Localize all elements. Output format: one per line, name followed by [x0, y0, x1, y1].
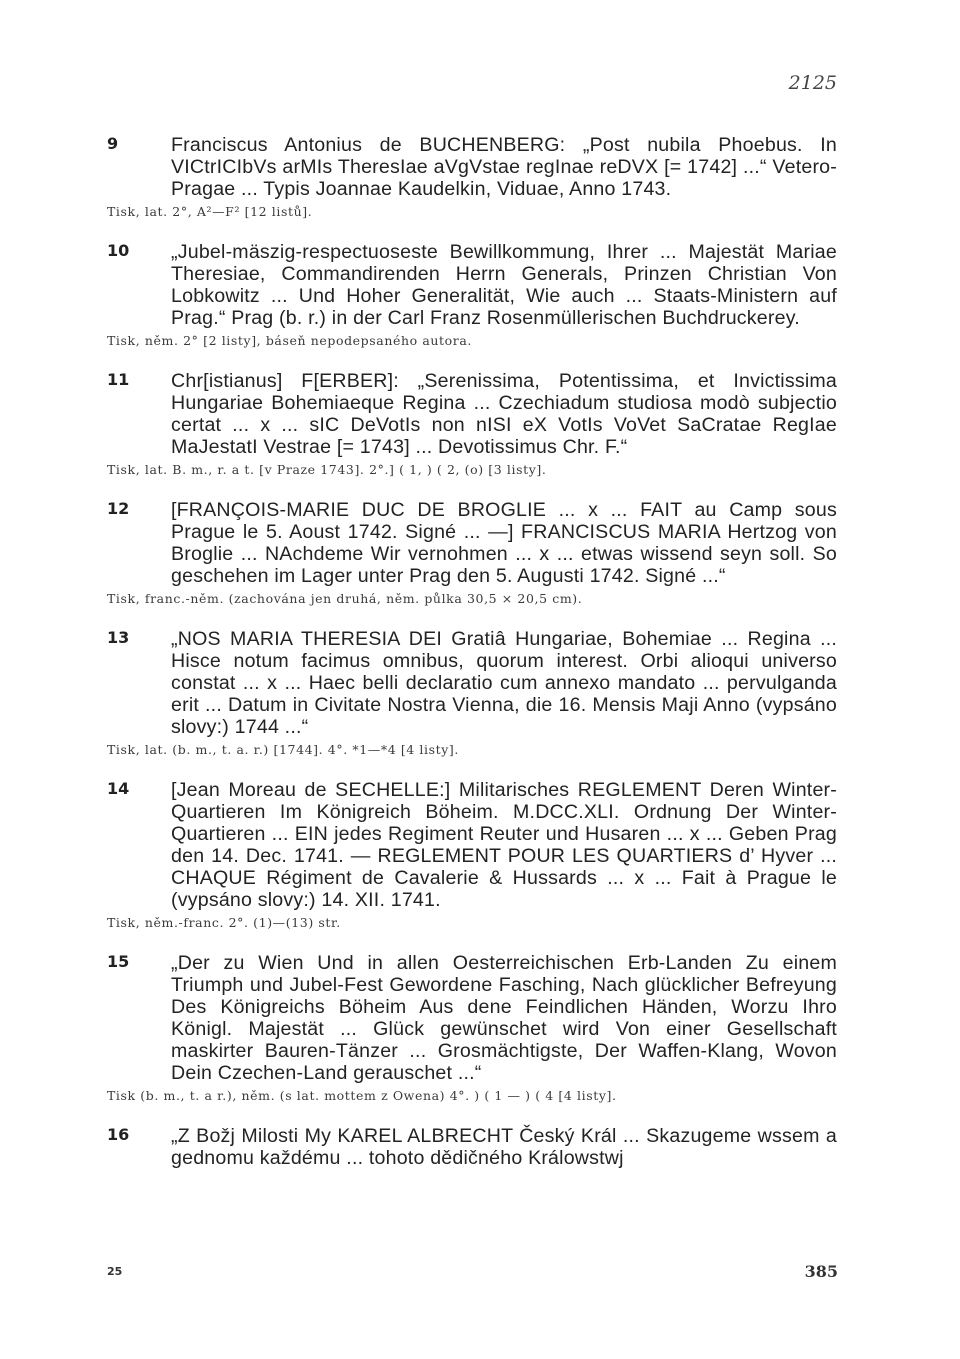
- entry-text: [Jean Moreau de SECHELLE:] Militarisches REGLEMENT Deren Winter-Quartieren Im Königreich Böheim. M.DCC.XLI. Ordnung Der Winter-Quartieren ... EIN jedes Regiment Reuter und Husaren ... x ... Geben Prag den 14. Dec. 1741. — REGLEMENT POUR LES QUARTIERS d’ Hyver ... CHAQUE Régiment de Cavalerie & Hussards ... x ... Fait à Prague le (vypsáno slovy:) 14. XII. 1741.: [171, 779, 837, 911]
- signature-mark: 25: [107, 1265, 123, 1278]
- catalog-entry: [107, 499, 837, 606]
- entry-text: [FRANÇOIS-MARIE DUC DE BROGLIE ... x ... FAIT au Camp sous Prague le 5. Aoust 1742. Signé ... —] FRANCISCUS MARIA Hertzog von Broglie ... NAchdeme Wir vernohmen ... x ... etwas wissend seyn soll. So geschehen im Lager unter Prag den 5. Augusti 1742. Signé ...“: [171, 499, 837, 587]
- page-number-bottom: 385: [804, 1262, 838, 1281]
- entry-note: Tisk, lat. B. m., r. a t. [v Praze 1743]. 2°.] ( 1, ) ( 2, (o) [3 listy].: [107, 462, 547, 477]
- catalog-entry: [107, 241, 837, 348]
- entry-text: „NOS MARIA THERESIA DEI Gratiâ Hungariae, Bohemiae ... Regina ... Hisce notum facimus omnibus, quorum interest. Orbi alioqui universo constat ... x ... Haec belli declaratio cum annexo mandato ... pervulganda erit ... Datum in Civitate Nostra Vienna, die 16. Mensis Maji Anno (vypsáno slovy:) 1744 ...“: [171, 628, 837, 738]
- entry-text: Franciscus Antonius de BUCHENBERG: „Post nubila Phoebus. In VICtrICIbVs arMIs TheresIae aVgVstae regInae reDVX [= 1742] ...“ Vetero-Pragae ... Typis Joannae Kaudelkin, Viduae, Anno 1743.: [171, 134, 837, 200]
- entry-number: 14: [107, 779, 130, 798]
- catalog-entries: [107, 134, 837, 1169]
- page-number-top: 2125: [788, 72, 837, 94]
- entry-note: Tisk, franc.-něm. (zachována jen druhá, něm. půlka 30,5 × 20,5 cm).: [107, 591, 583, 606]
- entry-number: 9: [107, 134, 119, 153]
- entry-text: „Der zu Wien Und in allen Oesterreichischen Erb-Landen Zu einem Triumph und Jubel-Fest Gewordene Fasching, Nach glücklicher Befreyung Des Königreichs Böheim Aus dene Feindlichen Händen, Worzu Ihro Königl. Majestät ... Glück gewünschet wird Von einer Gesellschaft maskirter Bauren-Tänzer ... Grosmächtigste, Der Waffen-Klang, Wovon Dein Czechen-Land gerauschet ...“: [171, 952, 837, 1084]
- entry-text: „Z Božj Milosti My KAREL ALBRECHT Český Král ... Skazugeme wssem a gednomu každému ... tohoto dědičného Králowstwj: [171, 1125, 837, 1169]
- entry-note: Tisk, lat. (b. m., t. a. r.) [1744]. 4°. *1—*4 [4 listy].: [107, 742, 459, 757]
- entry-note: Tisk (b. m., t. a r.), něm. (s lat. mottem z Owena) 4°. ) ( 1 — ) ( 4 [4 listy].: [107, 1088, 617, 1103]
- catalog-entry: [107, 628, 837, 757]
- entry-note: Tisk, něm.-franc. 2°. (1)—(13) str.: [107, 915, 341, 930]
- entry-number: 10: [107, 241, 130, 260]
- entry-number: 13: [107, 628, 130, 647]
- entry-text: Chr[istianus] F[ERBER]: „Serenissima, Potentissima, et Invictissima Hungariae Bohemiaeque Regina ... Czechiadum studiosa modò subjectio certat ... x ... sIC DeVotIs non nISI eX VotIs VoVet SaCratae RegIae MaJestatI Vestrae [= 1743] ... Devotissimus Chr. F.“: [171, 370, 837, 458]
- catalog-entry: [107, 779, 837, 930]
- entry-note: Tisk, lat. 2°, A²—F² [12 listů].: [107, 204, 313, 219]
- entry-text: „Jubel-mäszig-respectuoseste Bewillkommung, Ihrer ... Majestät Mariae Theresiae, Commandirenden Herrn Generals, Prinzen Christian Von Lobkowitz ... Und Hoher Generalität, Wie auch ... Staats-Ministern auf Prag.“ Prag (b. r.) in der Carl Franz Rosenmüllerischen Buchdruckerey.: [171, 241, 837, 329]
- entry-number: 12: [107, 499, 130, 518]
- entry-note: Tisk, něm. 2° [2 listy], báseň nepodepsaného autora.: [107, 333, 473, 348]
- entry-number: 16: [107, 1125, 130, 1144]
- catalog-entry: [107, 370, 837, 477]
- entry-number: 11: [107, 370, 130, 389]
- catalog-entry: [107, 134, 837, 219]
- catalog-entry: [107, 1125, 837, 1169]
- entry-number: 15: [107, 952, 130, 971]
- catalog-entry: [107, 952, 837, 1103]
